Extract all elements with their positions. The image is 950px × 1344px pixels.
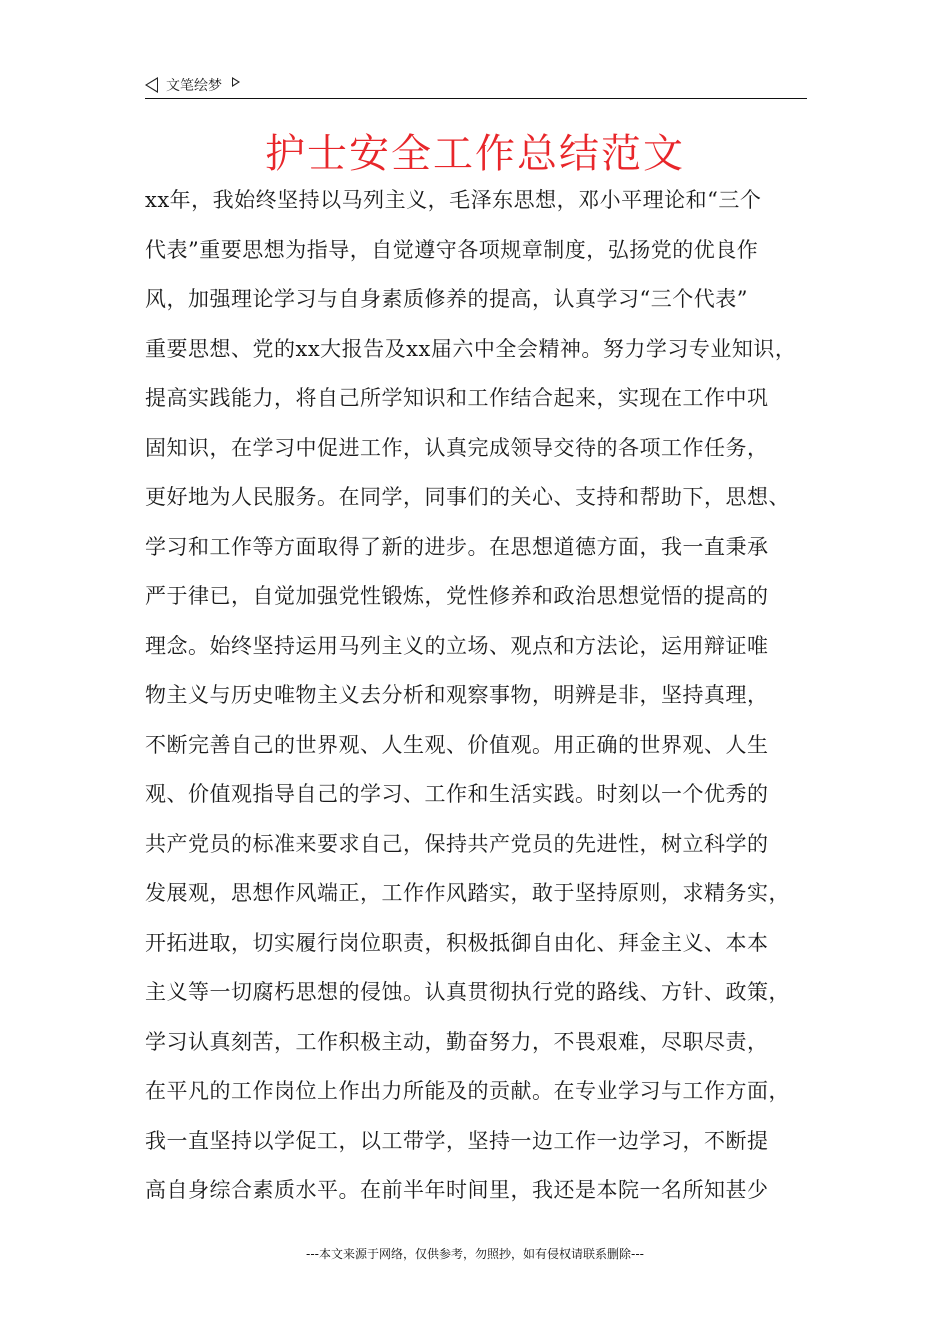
- body-line: 重要思想、党的xx大报告及xx届六中全会精神。努力学习专业知识，: [145, 336, 797, 361]
- page-header: [145, 72, 240, 98]
- body-line: 学习和工作等方面取得了新的进步。在思想道德方面，我一直秉承: [145, 534, 769, 559]
- triangle-right-icon: [232, 77, 240, 87]
- body-line: 我一直坚持以学促工，以工带学，坚持一边工作一边学习，不断提: [145, 1128, 769, 1153]
- body-line: xx年，我始终坚持以马列主义，毛泽东思想，邓小平理论和“三个: [145, 188, 762, 212]
- body-line: 更好地为人民服务。在同学，同事们的关心、支持和帮助下，思想、: [145, 485, 790, 509]
- body-line: 学习认真刻苦，工作积极主动，勤奋努力，不畏艰难，尽职尽责，: [145, 1029, 769, 1054]
- body-line: 在平凡的工作岗位上作出力所能及的贡献。在专业学习与工作方面，: [145, 1079, 790, 1103]
- triangle-left-icon: [145, 77, 158, 93]
- body-line: 高自身综合素质水平。在前半年时间里，我还是本院一名所知甚少: [145, 1178, 769, 1202]
- body-line: 理念。始终坚持运用马列主义的立场、观点和方法论，运用辩证唯: [145, 633, 769, 658]
- header-rule: [145, 98, 807, 99]
- body-line: 发展观，思想作风端正，工作作风踏实，敢于坚持原则，求精务实，: [145, 881, 790, 905]
- body-line: 固知识，在学习中促进工作，认真完成领导交待的各项工作任务，: [145, 435, 769, 460]
- body-line: 主义等一切腐朽思想的侵蚀。认真贯彻执行党的路线、方针、政策，: [145, 980, 790, 1004]
- footer-notice: ---本文来源于网络，仅供参考，勿照抄，如有侵权请联系删除---: [306, 1247, 644, 1261]
- body-line: 开拓进取，切实履行岗位职责，积极抵御自由化、拜金主义、本本: [145, 930, 769, 955]
- document-body: [145, 180, 825, 1220]
- body-line: 不断完善自己的世界观、人生观、价值观。用正确的世界观、人生: [145, 732, 769, 757]
- body-line: 物主义与历史唯物主义去分析和观察事物，明辨是非，坚持真理，: [145, 683, 769, 707]
- body-line: 风，加强理论学习与自身素质修养的提高，认真学习“三个代表”: [145, 287, 748, 311]
- body-line: 共产党员的标准来要求自己，保持共产党员的先进性，树立科学的: [145, 831, 769, 856]
- header-brand: 文笔绘梦: [166, 78, 222, 94]
- body-line: 观、价值观指导自己的学习、工作和生活实践。时刻以一个优秀的: [145, 782, 769, 806]
- body-line: 提高实践能力，将自己所学知识和工作结合起来，实现在工作中巩: [145, 386, 769, 410]
- body-line: 代表”重要思想为指导，自觉遵守各项规章制度，弘扬党的优良作: [145, 237, 759, 262]
- body-line: 严于律已，自觉加强党性锻炼，党性修养和政治思想觉悟的提高的: [145, 584, 769, 608]
- document-title: 护士安全工作总结范文: [265, 131, 685, 177]
